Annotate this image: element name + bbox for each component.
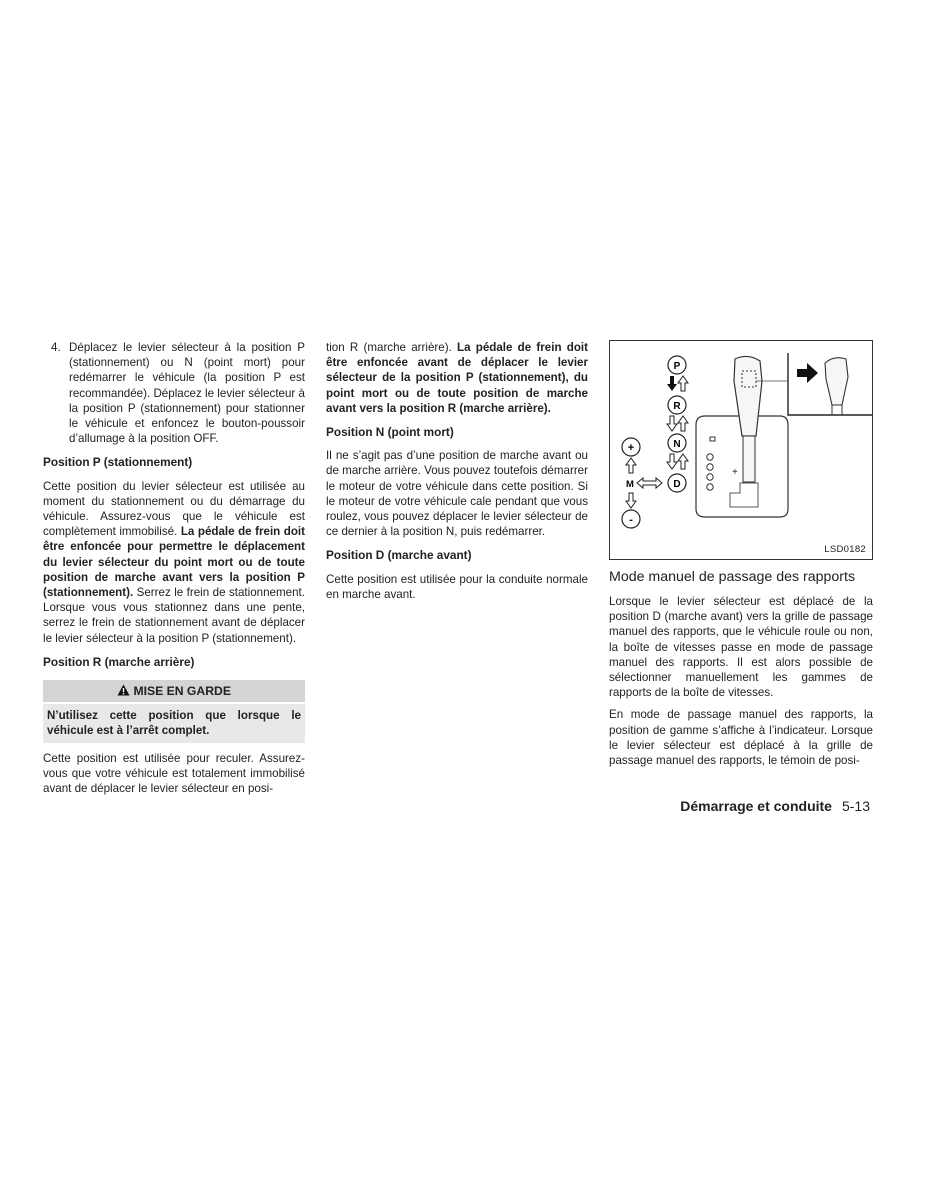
position-n-label: N	[673, 439, 681, 450]
indicator-dot	[707, 474, 713, 480]
warning-title: MISE EN GARDE	[133, 684, 231, 699]
footer-page-number: 5-13	[841, 798, 870, 814]
step-text: Déplacez le levier sélecteur à la position P (stationnement) ou N (point mort) pour redémarrer le véhicule (la position P est recommandée). Déplacez le levier sélecteur à la position P (stationnement) pour stationner le véhicule et enfoncez le bouton-poussoir d’allumage à la position OFF.	[69, 341, 305, 446]
shift-lever-diagram	[610, 341, 872, 559]
paragraph-position-d: Cette position est utilisée pour la conduite normale en marche avant.	[326, 572, 588, 601]
inset-lever-knob	[825, 358, 848, 405]
column-right	[609, 340, 873, 775]
figure-code: LSD0182	[824, 543, 866, 555]
indicator-square	[710, 437, 715, 441]
paragraph-position-r-cont: tion R (marche arrière). La pédale de frein doit être enfoncée avant de déplacer le levier sélecteur de la position P (stationnement), du point mort ou de toute position de marche avant vers la position R (marche arrière).	[326, 341, 588, 415]
indicator-dot	[707, 484, 713, 490]
manual-minus-label: -	[629, 514, 633, 526]
position-r-label: R	[673, 401, 681, 412]
warning-header	[43, 680, 305, 702]
arrow-down-filled-icon	[667, 376, 677, 391]
footer-chapter-title: Démarrage et conduite	[680, 798, 832, 814]
column-left	[43, 340, 305, 803]
arrow-up-outline-icon	[626, 458, 636, 473]
heading-position-r: Position R (marche arrière)	[43, 654, 195, 669]
shift-lever-figure	[609, 340, 873, 560]
arrow-up-outline-icon	[678, 376, 688, 391]
indicator-dot	[707, 464, 713, 470]
paragraph-position-r: Cette position est utilisée pour reculer. Assurez-vous que votre véhicule est totalement immobilisé avant de déplacer le levier sélecteur en posi-	[43, 751, 305, 796]
section-title-manual-mode: Mode manuel de passage des rapports	[609, 569, 856, 585]
step-number: 4.	[51, 341, 61, 354]
position-d-label: D	[673, 479, 681, 490]
column-middle	[326, 340, 588, 609]
arrow-down-outline-icon	[667, 416, 677, 431]
warning-body: N’utilisez cette position que lorsque le véhicule est à l’arrêt complet.	[43, 704, 305, 742]
bold-brake-note: La pédale de frein doit être enfoncée pour permettre le déplacement du levier sélecteur du point mort ou de toute position de marche avant vers la position P (stationnement).	[43, 525, 305, 600]
paragraph-manual-2: En mode de passage manuel des rapports, la position de gamme s’affiche à l’indicateur. Lorsque le levier sélecteur est déplacé à la grille de passage manuel des rapports, le témoin de posi-	[609, 708, 873, 768]
arrow-right-filled-icon	[797, 363, 818, 383]
lever-knob	[734, 356, 762, 436]
heading-position-p: Position P (stationnement)	[43, 455, 193, 470]
paragraph-position-p: Cette position du levier sélecteur est utilisée au moment du stationnement ou du démarrage du véhicule. Assurez-vous que le véhicule est complètement immobilisé. La pédale de frein doit être enfoncée pour permettre le déplacement du levier sélecteur du point mort ou de toute position de marche avant vers la position P (stationnement). Serrez le frein de stationnement. Lorsque vous vous stationnez dans une pente, serrez le frein de stationnement avant de déplacer le levier sélecteur à la position P (stationnement).	[43, 479, 305, 645]
arrow-down-outline-icon	[667, 454, 677, 469]
paragraph-position-n: Il ne s’agit pas d’une position de marche avant ou de marche arrière. Vous pouvez toutefois démarrer le moteur de votre véhicule dans cette position. Si le moteur de votre véhicule cale pendant que vous roulez, vous pouvez déplacer le levier sélecteur de ce dernier à la position N, puis redémarrer.	[326, 449, 588, 539]
inset-lever-shaft	[832, 405, 842, 415]
position-p-label: P	[673, 361, 681, 372]
arrow-down-outline-icon	[626, 493, 636, 508]
page-footer	[600, 798, 870, 814]
gate-plus-mark: +	[732, 467, 738, 478]
arrow-up-outline-icon	[678, 416, 688, 431]
manual-m-label: M	[626, 479, 634, 490]
bold-brake-note-r: La pédale de frein doit être enfoncée avant de déplacer le levier sélecteur de la position P (stationnement), du point mort ou de toute position de marche avant vers la position R (marche arrière).	[326, 341, 588, 415]
indicator-dot	[707, 454, 713, 460]
paragraph-manual-1: Lorsque le levier sélecteur est déplacé de la position D (marche avant) vers la grille de passage manuel des rapports, que le véhicule roule ou non, la boîte de vitesses passe en mode de passage manuel des rapports. Il est alors possible de sélectionner manuellement les gammes de rapports de la boîte de vitesses.	[609, 595, 873, 700]
arrow-up-outline-icon	[678, 454, 688, 469]
manual-plus-label: +	[627, 442, 635, 454]
heading-position-d: Position D (marche avant)	[326, 548, 472, 563]
lever-shaft	[743, 436, 755, 482]
gate-slot	[730, 483, 758, 507]
heading-position-n: Position N (point mort)	[326, 425, 454, 440]
numbered-step-4	[43, 340, 305, 446]
warning-triangle-icon	[117, 684, 130, 696]
arrow-left-right-icon	[637, 478, 662, 488]
